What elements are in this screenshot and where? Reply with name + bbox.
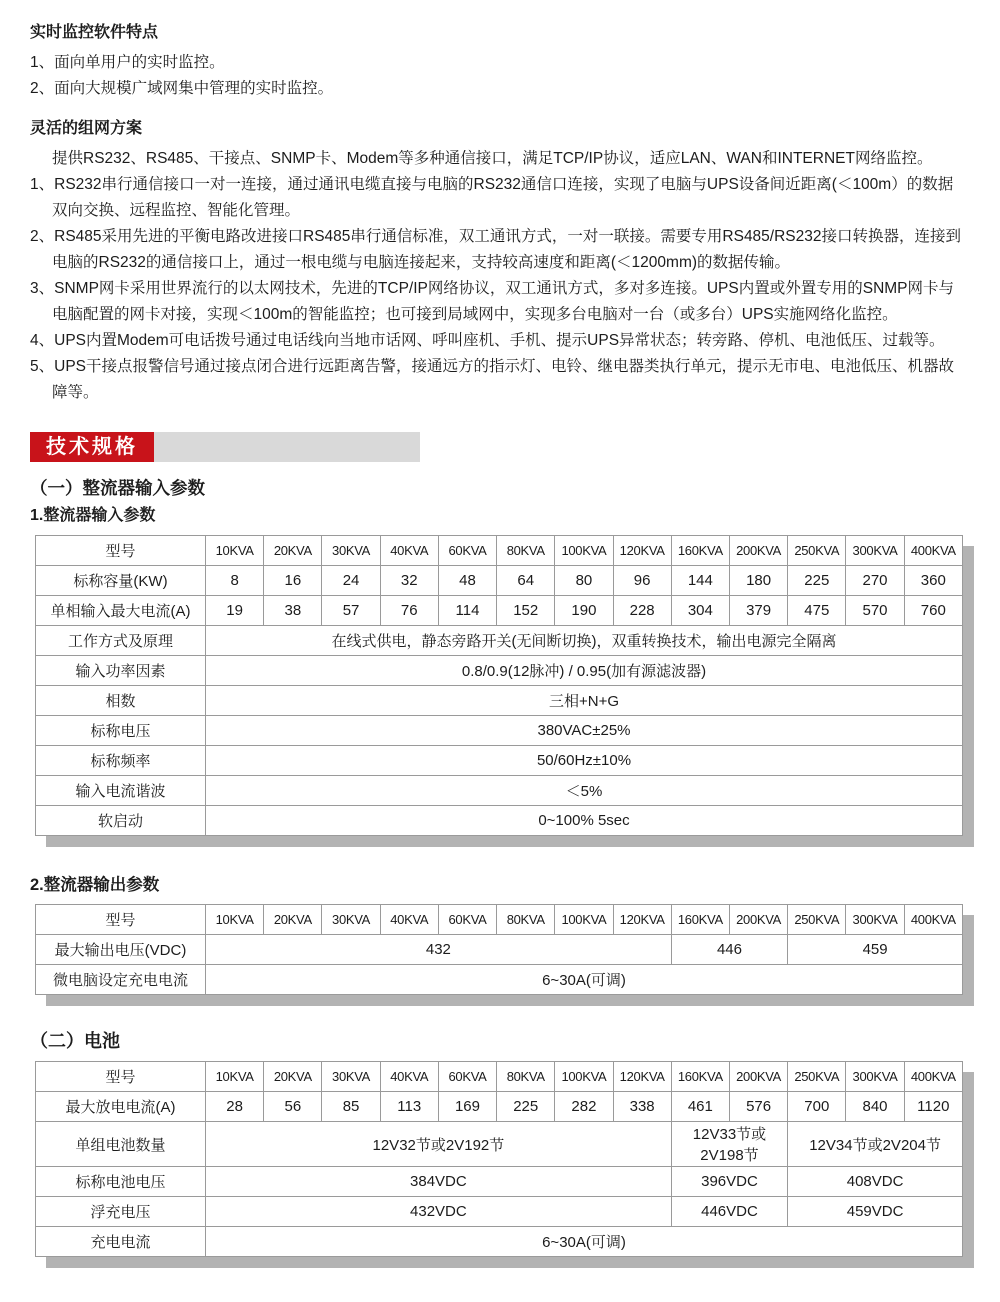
- table-cell: 50/60Hz±10%: [206, 746, 963, 776]
- column-header: 120KVA: [613, 1062, 671, 1092]
- table-row: [36, 656, 963, 686]
- column-header: 20KVA: [264, 905, 322, 935]
- table-header-row: [36, 905, 963, 935]
- column-header: 100KVA: [555, 536, 613, 566]
- column-header: 250KVA: [788, 536, 846, 566]
- column-header: 200KVA: [729, 905, 787, 935]
- list-item: 2、RS485采用先进的平衡电路改进接口RS485串行通信标准，双工通讯方式，一对一联接。需要专用RS485/RS232接口转换器，连接到电脑的RS232的通信接口上，通过一根电缆与电脑连接起来，支持较高速度和距离(＜1200mm)的数据传输。: [30, 228, 962, 271]
- column-header: 30KVA: [322, 905, 380, 935]
- column-header: 400KVA: [904, 905, 962, 935]
- row-label: 相数: [36, 686, 206, 716]
- table-row: [36, 1092, 963, 1122]
- rectifier-output-heading: 2.整流器输出参数: [30, 876, 160, 894]
- column-header: 80KVA: [497, 1062, 555, 1092]
- row-label: 软启动: [36, 806, 206, 836]
- column-header: 60KVA: [438, 905, 496, 935]
- list-item: 5、UPS干接点报警信号通过接点闭合进行远距离告警，接通远方的指示灯、电铃、继电器类执行单元，提示无市电、电池低压、机器故障等。: [30, 358, 954, 401]
- column-header: 100KVA: [555, 1062, 613, 1092]
- column-header: 20KVA: [264, 1062, 322, 1092]
- row-label: 最大放电电流(A): [36, 1092, 206, 1122]
- table-row: [36, 1122, 963, 1167]
- table-cell: 338: [613, 1092, 671, 1122]
- table-cell: 304: [671, 596, 729, 626]
- column-header: 300KVA: [846, 536, 904, 566]
- table-row: [36, 596, 963, 626]
- table-cell: 228: [613, 596, 671, 626]
- table-row: [36, 566, 963, 596]
- table-cell: 80: [555, 566, 613, 596]
- section-network-plan: [30, 118, 965, 406]
- column-header: 100KVA: [555, 905, 613, 935]
- table-header-row: [36, 1062, 963, 1092]
- column-header: 10KVA: [206, 905, 264, 935]
- table-cell: 19: [206, 596, 264, 626]
- table-row: [36, 746, 963, 776]
- table-cell: 461: [671, 1092, 729, 1122]
- table-cell: 0.8/0.9(12脉冲) / 0.95(加有源滤波器): [206, 656, 963, 686]
- table-cell: 225: [497, 1092, 555, 1122]
- table-cell: 576: [729, 1092, 787, 1122]
- table-cell: 56: [264, 1092, 322, 1122]
- table-cell: 475: [788, 596, 846, 626]
- column-header: 40KVA: [380, 536, 438, 566]
- spec-banner: [30, 432, 420, 462]
- row-label: 单组电池数量: [36, 1122, 206, 1167]
- row-label: 型号: [36, 1062, 206, 1092]
- spec-banner-title: 技术规格: [30, 432, 154, 462]
- table-cell: 152: [497, 596, 555, 626]
- column-header: 60KVA: [438, 536, 496, 566]
- table-cell: 0~100% 5sec: [206, 806, 963, 836]
- row-label: 标称容量(KW): [36, 566, 206, 596]
- network-intro: 提供RS232、RS485、干接点、SNMP卡、Modem等多种通信接口，满足TCP/IP协议，适应LAN、WAN和INTERNET网络监控。: [52, 150, 933, 167]
- column-header: 30KVA: [322, 536, 380, 566]
- table-cell: 270: [846, 566, 904, 596]
- table-row: [36, 626, 963, 656]
- table-cell: 225: [788, 566, 846, 596]
- table-row: [36, 806, 963, 836]
- column-header: 120KVA: [613, 905, 671, 935]
- table-cell: 在线式供电，静态旁路开关(无间断切换)，双重转换技术，输出电源完全隔离: [206, 626, 963, 656]
- column-header: 300KVA: [846, 1062, 904, 1092]
- column-header: 250KVA: [788, 905, 846, 935]
- column-header: 30KVA: [322, 1062, 380, 1092]
- list-item: 2、面向大规模广域网集中管理的实时监控。: [30, 80, 334, 97]
- table-row: [36, 1167, 963, 1197]
- row-label: 输入功率因素: [36, 656, 206, 686]
- rectifier-input-subheading: 1.整流器输入参数: [30, 507, 156, 524]
- table-cell: 32: [380, 566, 438, 596]
- column-header: 400KVA: [904, 536, 962, 566]
- table-cell: 459: [788, 935, 963, 965]
- table-cell: 432: [206, 935, 672, 965]
- table-cell: 282: [555, 1092, 613, 1122]
- table-cell: 760: [904, 596, 962, 626]
- column-header: 300KVA: [846, 905, 904, 935]
- list-item: 4、UPS内置Modem可电话拨号通过电话线向当地市话网、呼叫座机、手机、提示UPS异常状态；转旁路、停机、电池低压、过载等。: [30, 332, 945, 349]
- rectifier-input-heading: （一）整流器输入参数: [30, 478, 205, 498]
- table-cell: ＜5%: [206, 776, 963, 806]
- column-header: 40KVA: [380, 905, 438, 935]
- table-cell: 16: [264, 566, 322, 596]
- table-cell: 8: [206, 566, 264, 596]
- table-cell: 570: [846, 596, 904, 626]
- table-cell: 446: [671, 935, 787, 965]
- table-cell: 446VDC: [671, 1197, 787, 1227]
- row-label: 微电脑设定充电电流: [36, 965, 206, 995]
- table-cell: 459VDC: [788, 1197, 963, 1227]
- column-header: 10KVA: [206, 536, 264, 566]
- features-title: 实时监控软件特点: [30, 24, 159, 41]
- table-cell: 190: [555, 596, 613, 626]
- table-cell: 396VDC: [671, 1167, 787, 1197]
- table-cell: 24: [322, 566, 380, 596]
- table-cell: 360: [904, 566, 962, 596]
- table-cell: 144: [671, 566, 729, 596]
- table-cell: 12V33节或2V198节: [671, 1122, 787, 1167]
- battery-heading: （二）电池: [30, 1031, 120, 1051]
- table-cell: 169: [438, 1092, 496, 1122]
- table-cell: 408VDC: [788, 1167, 963, 1197]
- rectifier-output-table: [35, 904, 963, 995]
- table-cell: 380VAC±25%: [206, 716, 963, 746]
- list-item: 3、SNMP网卡采用世界流行的以太网技术，先进的TCP/IP网络协议，双工通讯方式，多对多连接。UPS内置或外置专用的SNMP网卡与电脑配置的网卡对接，实现＜100m的智能监控；也可接到局域网中，实现多台电脑对一台（或多台）UPS实施网络化监控。: [30, 280, 955, 323]
- column-header: 160KVA: [671, 1062, 729, 1092]
- row-label: 单相输入最大电流(A): [36, 596, 206, 626]
- battery-table: [35, 1061, 963, 1257]
- row-label: 工作方式及原理: [36, 626, 206, 656]
- row-label: 最大输出电压(VDC): [36, 935, 206, 965]
- column-header: 60KVA: [438, 1062, 496, 1092]
- column-header: 80KVA: [497, 536, 555, 566]
- table-cell: 840: [846, 1092, 904, 1122]
- table-cell: 38: [264, 596, 322, 626]
- table-cell: 96: [613, 566, 671, 596]
- table-row: [36, 686, 963, 716]
- column-header: 120KVA: [613, 536, 671, 566]
- table-row: [36, 1227, 963, 1257]
- row-label: 标称频率: [36, 746, 206, 776]
- table-cell: 64: [497, 566, 555, 596]
- table-cell: 三相+N+G: [206, 686, 963, 716]
- table-cell: 76: [380, 596, 438, 626]
- network-list: [30, 172, 965, 406]
- row-label: 型号: [36, 536, 206, 566]
- table-cell: 113: [380, 1092, 438, 1122]
- table-row: [36, 935, 963, 965]
- table-header-row: [36, 536, 963, 566]
- column-header: 400KVA: [904, 1062, 962, 1092]
- list-item: 1、RS232串行通信接口一对一连接，通过通讯电缆直接与电脑的RS232通信口连接，实现了电脑与UPS设备间近距离(＜100m）的数据双向交换、远程监控、智能化管理。: [30, 176, 954, 219]
- column-header: 80KVA: [497, 905, 555, 935]
- list-item: 1、面向单用户的实时监控。: [30, 54, 225, 71]
- features-list: [30, 50, 965, 102]
- section-monitor-features: [30, 22, 965, 102]
- table-row: [36, 776, 963, 806]
- column-header: 160KVA: [671, 536, 729, 566]
- row-label: 输入电流谐波: [36, 776, 206, 806]
- table-cell: 700: [788, 1092, 846, 1122]
- table-cell: 379: [729, 596, 787, 626]
- column-header: 200KVA: [729, 1062, 787, 1092]
- row-label: 型号: [36, 905, 206, 935]
- table-cell: 48: [438, 566, 496, 596]
- table-cell: 6~30A(可调): [206, 1227, 963, 1257]
- rectifier-input-table: [35, 535, 963, 836]
- column-header: 160KVA: [671, 905, 729, 935]
- column-header: 200KVA: [729, 536, 787, 566]
- column-header: 250KVA: [788, 1062, 846, 1092]
- table-cell: 180: [729, 566, 787, 596]
- table-cell: 12V34节或2V204节: [788, 1122, 963, 1167]
- network-title: 灵活的组网方案: [30, 120, 143, 137]
- column-header: 20KVA: [264, 536, 322, 566]
- table-cell: 57: [322, 596, 380, 626]
- table-cell: 1120: [904, 1092, 962, 1122]
- table-cell: 384VDC: [206, 1167, 672, 1197]
- table-row: [36, 716, 963, 746]
- row-label: 充电电流: [36, 1227, 206, 1257]
- table-cell: 432VDC: [206, 1197, 672, 1227]
- table-cell: 85: [322, 1092, 380, 1122]
- row-label: 标称电池电压: [36, 1167, 206, 1197]
- table-cell: 114: [438, 596, 496, 626]
- row-label: 浮充电压: [36, 1197, 206, 1227]
- table-row: [36, 1197, 963, 1227]
- spec-banner-gray-bar: [154, 432, 420, 462]
- table-cell: 6~30A(可调): [206, 965, 963, 995]
- table-cell: 28: [206, 1092, 264, 1122]
- table-cell: 12V32节或2V192节: [206, 1122, 672, 1167]
- table-row: [36, 965, 963, 995]
- column-header: 40KVA: [380, 1062, 438, 1092]
- column-header: 10KVA: [206, 1062, 264, 1092]
- row-label: 标称电压: [36, 716, 206, 746]
